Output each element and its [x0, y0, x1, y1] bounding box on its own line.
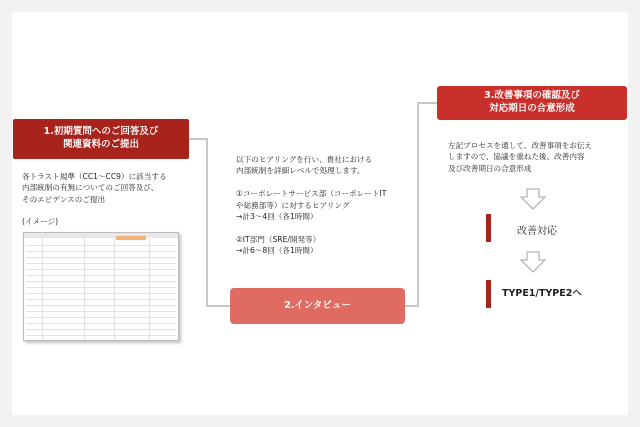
improvement-label: 改善対応: [517, 226, 557, 237]
step2-title: 2.インタビュー: [284, 299, 351, 311]
down-arrow-icon: [520, 188, 546, 210]
type-marker: [486, 280, 491, 308]
step2-box: [230, 288, 405, 324]
step3-box: [437, 86, 627, 120]
step1-image-label: (イメージ): [22, 217, 59, 226]
evidence-spreadsheet-thumbnail: [23, 232, 179, 341]
step3-title-line1: 3.改善事項の確認及び: [484, 90, 580, 102]
step1-title-line1: 1.初期質問へのご回答及び: [43, 126, 159, 138]
step3-title-line2: 対応期日の合意形成: [489, 103, 575, 114]
type-label: TYPE1/TYPE2へ: [502, 288, 582, 299]
down-arrow-icon: [520, 251, 546, 273]
improvement-marker: [486, 214, 491, 242]
step1-box: [13, 119, 189, 159]
step1-description: 各トラスト規準（CC1〜CC9）に該当する 内部統制の有無についてのご回答及び、 そのエビデンスのご提出: [22, 172, 167, 204]
step3-description: 左記プロセスを通して、改善事項をお伝え しますので、協議を重ねた後、改善内容 及び改善期日の合意形成: [448, 141, 593, 173]
step1-title-line2: 関連資料のご提出: [62, 139, 139, 150]
step2-description: 以下のヒアリングを行い、貴社における 内部統制を詳細レベルで処理します。 ①コーポレートサービス部（コーポレートIT や総務部等）に対するヒアリング →計3〜4回（各1時間） ②IT部門（SRE/開発等） →計6〜8回（各1時間）: [236, 155, 387, 256]
